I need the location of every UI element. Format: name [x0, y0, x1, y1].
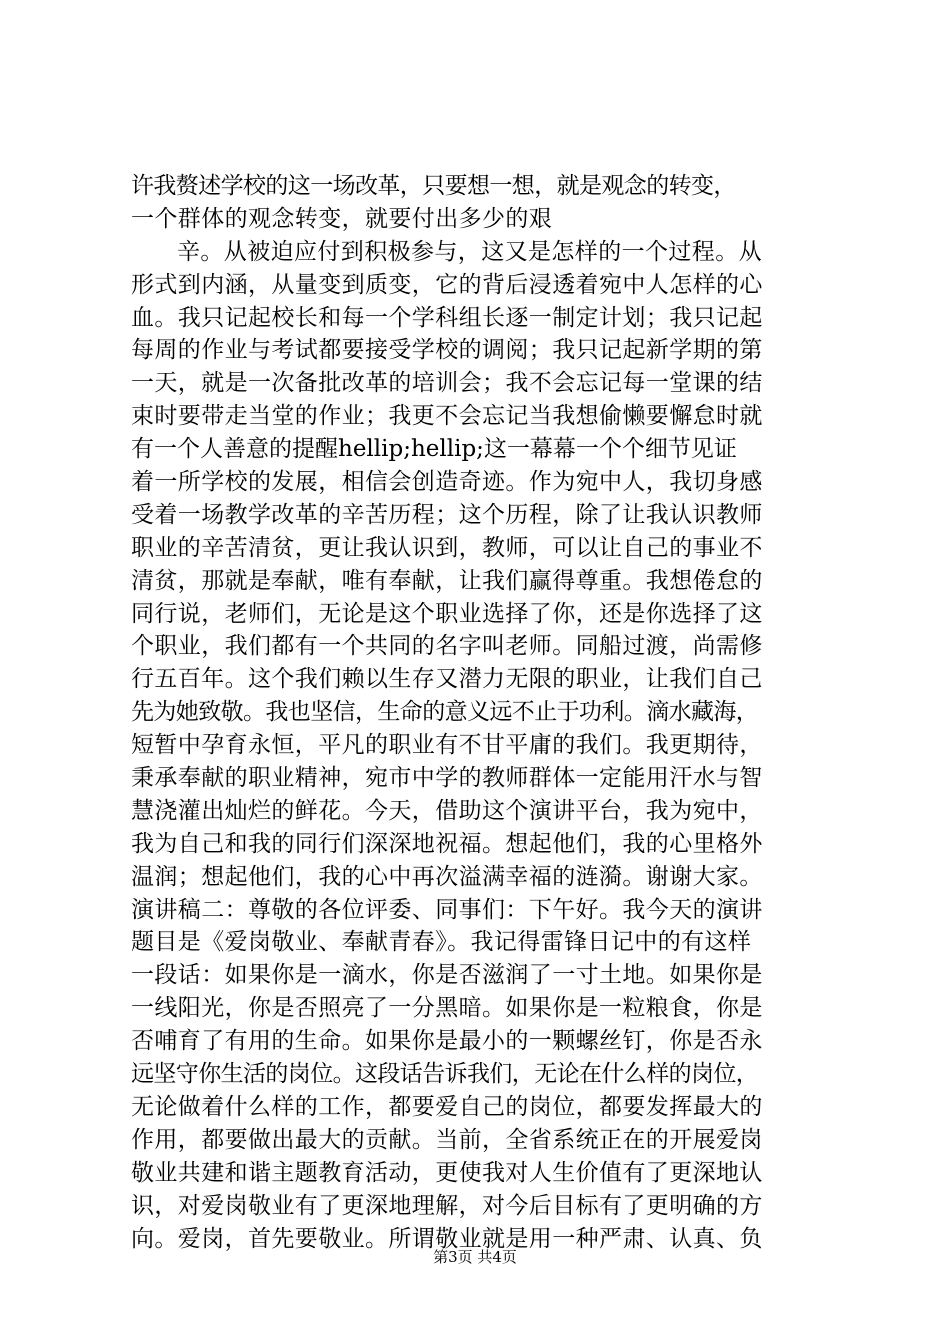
body-line: 慧浇灌出灿烂的鲜花。今天，借助这个演讲平台，我为宛中，: [131, 797, 763, 824]
body-line: 演讲稿二：尊敬的各位评委、同事们：下午好。我今天的演讲: [131, 896, 763, 923]
body-line: 着一所学校的发展，相信会创造奇迹。作为宛中人，我切身感: [131, 469, 763, 496]
body-line: 清贫，那就是奉献，唯有奉献，让我们赢得尊重。我想倦怠的: [131, 567, 763, 594]
body-line: 题目是《爱岗敬业、奉献青春》。我记得雷锋日记中的有这样: [131, 929, 752, 956]
body-line: 先为她致敬。我也坚信，生命的意义远不止于功利。滴水藏海，: [131, 699, 759, 726]
body-line: 个职业，我们都有一个共同的名字叫老师。同船过渡，尚需修: [131, 633, 763, 660]
body-line: 行五百年。这个我们赖以生存又潜力无限的职业，让我们自己: [131, 666, 763, 693]
body-line: 识，对爱岗敬业有了更深地理解，对今后目标有了更明确的方: [131, 1192, 763, 1219]
body-line: 敬业共建和谐主题教育活动，更使我对人生价值有了更深地认: [131, 1159, 763, 1186]
body-line: 作用，都要做出最大的贡献。当前，全省系统正在的开展爱岗: [131, 1126, 763, 1153]
body-line: 远坚守你生活的岗位。这段话告诉我们，无论在什么样的岗位，: [131, 1061, 759, 1088]
body-line: 我为自己和我的同行们深深地祝福。想起他们，我的心里格外: [131, 830, 763, 857]
document-body: [131, 170, 831, 1255]
body-line: 向。爱岗，首先要敬业。所谓敬业就是用一种严肃、认真、负: [131, 1225, 763, 1252]
body-line: 辛。从被迫应付到积极参与，这又是怎样的一个过程。从: [177, 238, 762, 265]
body-line: 有一个人善意的提醒hellip;hellip;这一幕幕一个个细节见证: [131, 436, 737, 463]
body-line: 每周的作业与考试都要接受学校的调阅；我只记起新学期的第: [131, 337, 763, 364]
body-line: 短暂中孕育永恒，平凡的职业有不甘平庸的我们。我更期待，: [131, 732, 763, 759]
body-line: 无论做着什么样的工作，都要爱自己的岗位，都要发挥最大的: [131, 1093, 763, 1120]
body-line: 温润；想起他们，我的心中再次溢满幸福的涟漪。谢谢大家。: [131, 863, 763, 890]
body-line: 一线阳光，你是否照亮了一分黑暗。如果你是一粒粮食，你是: [131, 995, 763, 1022]
body-line: 许我赘述学校的这一场改革，只要想一想，就是观念的转变，: [131, 173, 736, 199]
body-line: 一个群体的观念转变，就要付出多少的艰: [131, 205, 553, 232]
body-line: 一天，就是一次备批改革的培训会；我不会忘记每一堂课的结: [131, 370, 763, 397]
body-line: 血。我只记起校长和每一个学科组长逐一制定计划；我只记起: [131, 304, 763, 331]
body-line: 同行说，老师们，无论是这个职业选择了你，还是你选择了这: [131, 600, 763, 627]
body-line: 秉承奉献的职业精神，宛市中学的教师群体一定能用汗水与智: [131, 765, 763, 792]
body-line: 否哺育了有用的生命。如果你是最小的一颗螺丝钉，你是否永: [131, 1028, 763, 1055]
body-line: 形式到内涵，从量变到质变，它的背后浸透着宛中人怎样的心: [131, 271, 763, 298]
body-line: 职业的辛苦清贫，更让我认识到，教师，可以让自己的事业不: [131, 534, 763, 561]
body-line: 一段话：如果你是一滴水，你是否滋润了一寸土地。如果你是: [131, 962, 763, 989]
body-line: 束时要带走当堂的作业；我更不会忘记当我想偷懒要懈怠时就: [131, 403, 763, 430]
page-number: 第3页 共4页: [433, 1248, 517, 1266]
body-line: 受着一场教学改革的辛苦历程；这个历程，除了让我认识教师: [131, 501, 763, 528]
